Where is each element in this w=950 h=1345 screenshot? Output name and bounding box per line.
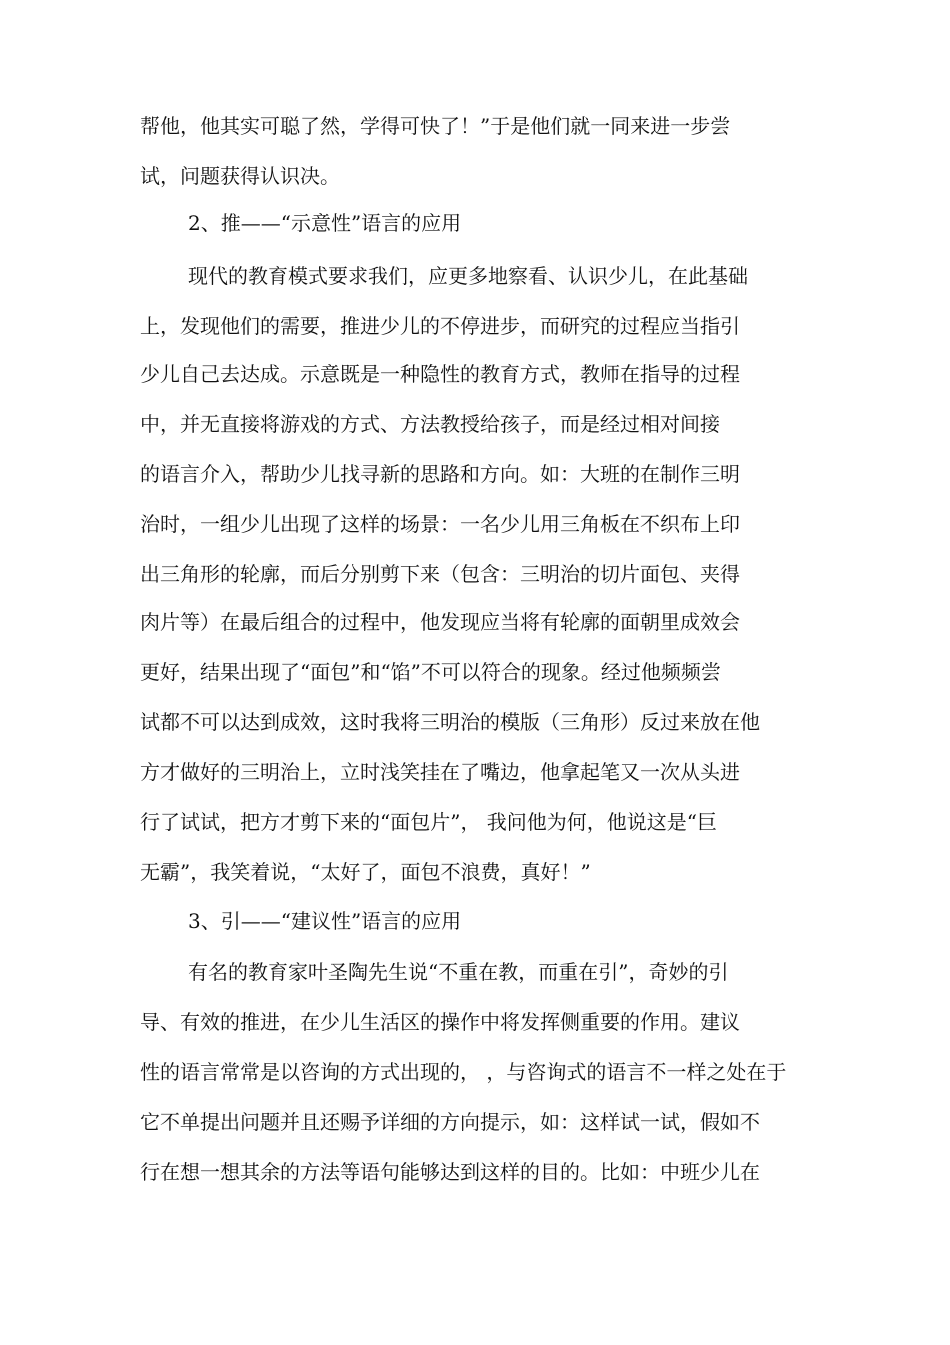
text-line: 治时，一组少儿出现了这样的场景：一名少儿用三角板在不织布上印 <box>140 512 740 536</box>
text-line: 试，问题获得认识决。 <box>140 164 340 188</box>
text-line: 现代的教育模式要求我们，应更多地察看、认识少儿，在此基础 <box>188 264 748 288</box>
section-heading-2: 2、推——“示意性”语言的应用 <box>188 211 462 235</box>
text-line: 有名的教育家叶圣陶先生说“不重在教，而重在引”，奇妙的引 <box>188 960 729 984</box>
text-line: 行了试试，把方才剪下来的“面包片”， 我问他为何，他说这是“巨 <box>140 810 718 834</box>
text-line: 导、有效的推进，在少儿生活区的操作中将发挥侧重要的作用。建议 <box>140 1010 740 1034</box>
text-line: 试都不可以达到成效，这时我将三明治的模版（三角形）反过来放在他 <box>140 710 760 734</box>
text-line: 的语言介入，帮助少儿找寻新的思路和方向。如：大班的在制作三明 <box>140 462 740 486</box>
text-line: 无霸”，我笑着说，“太好了，面包不浪费，真好！” <box>140 860 591 884</box>
text-line: 帮他，他其实可聪了然，学得可快了！”于是他们就一同来进一步尝 <box>140 114 731 138</box>
text-line: 行在想一想其余的方法等语句能够达到这样的目的。比如：中班少儿在 <box>140 1160 760 1184</box>
text-line: 少儿自己去达成。示意既是一种隐性的教育方式，教师在指导的过程 <box>140 362 740 386</box>
text-line: 出三角形的轮廓，而后分别剪下来（包含：三明治的切片面包、夹得 <box>140 562 740 586</box>
text-line: 中，并无直接将游戏的方式、方法教授给孩子，而是经过相对间接 <box>140 412 720 436</box>
section-heading-3: 3、引——“建议性”语言的应用 <box>188 909 462 933</box>
text-line: 更好，结果出现了“面包”和“馅”不可以符合的现象。经过他频频尝 <box>140 660 721 684</box>
text-line: 肉片等）在最后组合的过程中，他发现应当将有轮廓的面朝里成效会 <box>140 610 740 634</box>
text-line: 上，发现他们的需要，推进少儿的不停进步，而研究的过程应当指引 <box>140 314 740 338</box>
text-line: 它不单提出问题并且还赐予详细的方向提示，如：这样试一试，假如不 <box>140 1110 760 1134</box>
text-line: 性的语言常常是以咨询的方式出现的， ，与咨询式的语言不一样之处在于 <box>140 1060 787 1084</box>
text-line: 方才做好的三明治上，立时浅笑挂在了嘴边，他拿起笔又一次从头进 <box>140 760 740 784</box>
